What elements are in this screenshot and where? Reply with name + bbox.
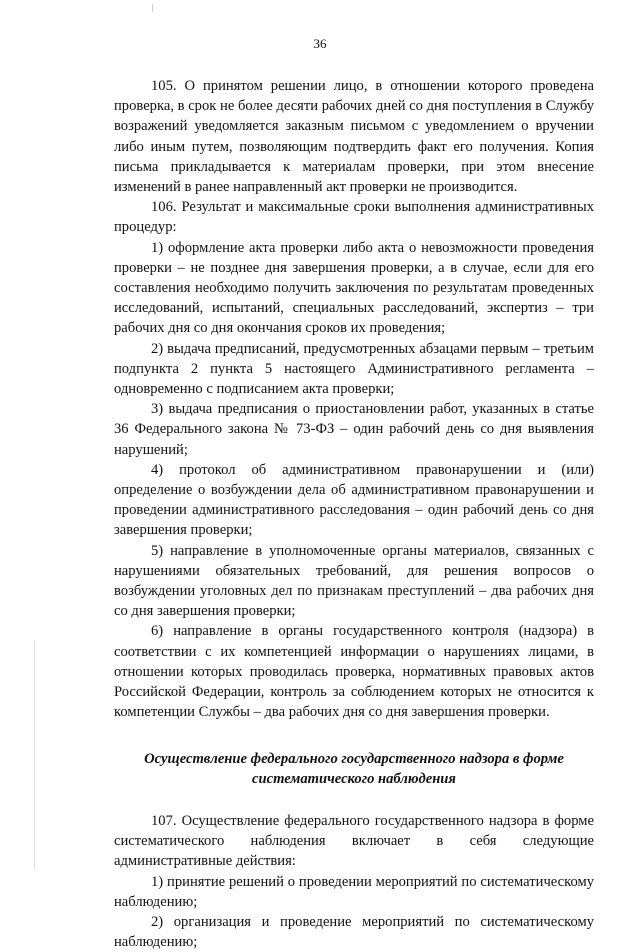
- section-heading-line-2: систематического наблюдения: [252, 770, 456, 787]
- list-item: 3) выдача предписания о приостановлении работ, указанных в статье 36 Федерального закона № 73-ФЗ – один рабочий день со дня выявления нарушений;: [114, 401, 594, 458]
- paragraph-106: 106. Результат и максимальные сроки выполнения административных процедур:: [114, 199, 594, 236]
- list-item: 5) направление в уполномоченные органы материалов, связанных с нарушениями обязательных требований, для решения вопросов о возбуждении уголовных дел по признакам преступлений – два рабочих дня со дня завершения проверки;: [114, 542, 594, 620]
- list-item: 1) оформление акта проверки либо акта о невозможности проведения проверки – не позднее дня завершения проверки, а в случае, если для его составления необходимо получить заключения по результатам проведенных исследований, испытаний, специальных расследований, экспертиз – три рабочих дня со дня окончания сроков их проведения;: [114, 239, 594, 337]
- list-item: 4) протокол об административном правонарушении и (или) определение о возбуждении дела об административном правонарушении и проведении административного расследования – один рабочий день со дня завершения проверки;: [114, 461, 594, 539]
- document-body: [114, 76, 594, 952]
- paragraph-107: 107. Осуществление федерального государственного надзора в форме систематического наблюдения включает в себя следующие административные действия:: [114, 812, 594, 870]
- list-item: 1) принятие решений о проведении мероприятий по систематическому наблюдению;: [114, 873, 594, 910]
- list-item: 2) организация и проведение мероприятий по систематическому наблюдению;: [114, 913, 594, 951]
- list-item: 6) направление в органы государственного контроля (надзора) в соответствии с их компетенцией информации о нарушениях лицами, в отношении которых проводилась проверка, нормативных правовых актов Российской Федерации, контроль за соблюдением которых не относится к компетенции Службы – два рабочих дня со дня завершения проверки.: [114, 623, 594, 721]
- page-number: 36: [313, 36, 327, 51]
- section-heading-line-1: Осуществление федерального государственного надзора в форме: [144, 750, 564, 767]
- section-heading: [114, 749, 594, 789]
- list-item: 2) выдача предписаний, предусмотренных абзацами первым – третьим подпункта 2 пункта 5 настоящего Административного регламента – одновременно с подписанием акта проверки;: [114, 340, 594, 398]
- scan-artifact: [34, 640, 35, 870]
- paragraph-105: 105. О принятом решении лицо, в отношении которого проведена проверка, в срок не более десяти рабочих дней со дня поступления в Службу возражений уведомляется заказным письмом с уведомлением о вручении либо иным путем, позволяющим подтвердить факт его получения. Копия письма прикладывается к материалам проверки, при этом внесение изменений в ранее направленный акт проверки не производится.: [114, 78, 594, 196]
- scan-artifact: [152, 4, 153, 12]
